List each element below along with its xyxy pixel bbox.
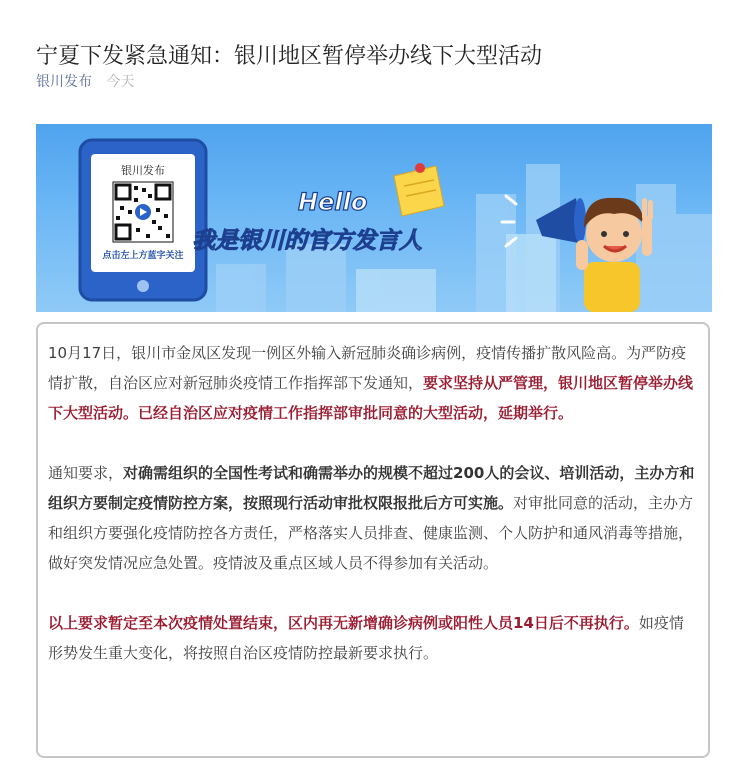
paragraph-2-bold: 对确需组织的全国性考试和确需举办的规模不超过200人的会议、培训活动，主办方和组织方要制定疫情防控方案，按照现行活动审批权限报批后方可实施。 bbox=[48, 464, 695, 512]
paragraph-1 bbox=[48, 338, 698, 428]
paragraph-2 bbox=[48, 458, 698, 578]
sticky-note-icon bbox=[394, 163, 444, 216]
paragraph-1-text: 10月17日，银川市金凤区发现一例区外输入新冠肺炎确诊病例，疫情传播扩散风险高。为严防疫情扩散，自治区应对新冠肺炎疫情工作指挥部下发通知， bbox=[48, 344, 687, 392]
qr-header-text: 银川发布 bbox=[121, 164, 165, 177]
notice-content-box bbox=[36, 322, 710, 758]
article-meta bbox=[36, 72, 134, 92]
qr-code-icon bbox=[113, 182, 173, 242]
paragraph-2-lead: 通知要求， bbox=[48, 464, 124, 482]
paragraph-1-highlight: 要求坚持从严管理，银川地区暂停举办线下大型活动。已经自治区应对疫情工作指挥部审批同意的大型活动，延期举行。 bbox=[48, 374, 694, 422]
article-title: 宁夏下发紧急通知：银川地区暂停举办线下大型活动 bbox=[36, 43, 543, 69]
paragraph-2-text: 对审批同意的活动，主办方和组织方要强化疫情防控各方责任，严格落实人员排查、健康监测、个人防护和通风消毒等措施，做好突发情况应急处置。疫情波及重点区域人员不得参加有关活动。 bbox=[48, 494, 694, 572]
banner-slogan-text: 我是银川的官方发言人 bbox=[192, 228, 422, 254]
qr-caption-text: 点击左上方蓝字关注 bbox=[102, 251, 184, 261]
paragraph-3-highlight: 以上要求暂定至本次疫情处置结束，区内再无新增确诊病例或阳性人员14日后不再执行。 bbox=[48, 614, 639, 632]
paragraph-3-text: 如疫情形势发生重大变化，将按照自治区疫情防控最新要求执行。 bbox=[48, 614, 684, 662]
header-banner-image bbox=[36, 124, 712, 312]
publish-date: 今天 bbox=[106, 74, 135, 90]
paragraph-3 bbox=[48, 608, 698, 668]
account-name-link[interactable]: 银川发布 bbox=[36, 74, 92, 90]
banner-hello-text: Hello bbox=[298, 188, 368, 216]
